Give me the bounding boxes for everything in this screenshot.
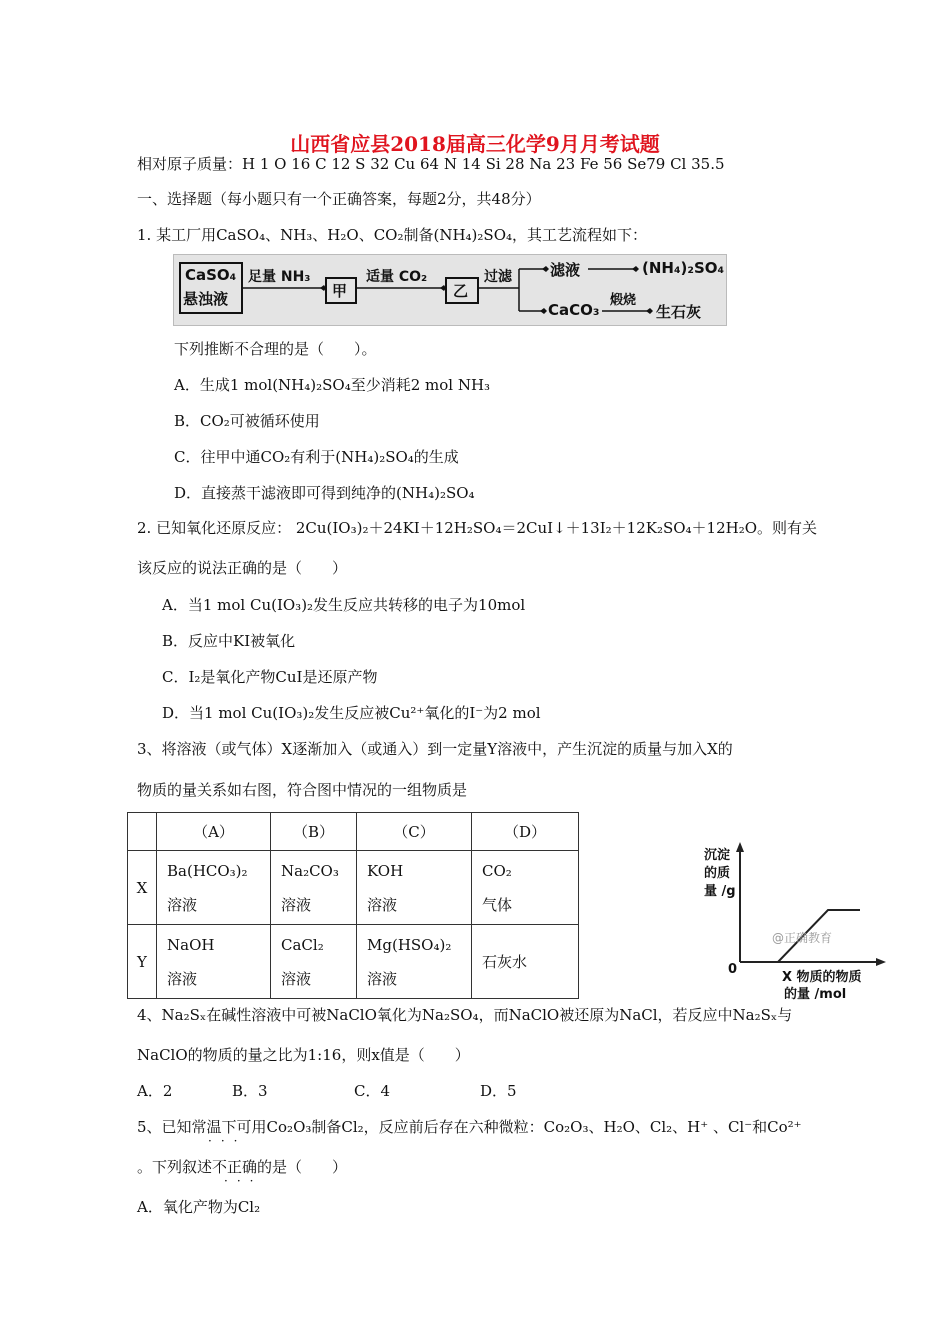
question-1-prompt: 下列推断不合理的是（ ）。 <box>174 340 377 358</box>
question-2-option-b: B．反应中KI被氧化 <box>162 632 296 650</box>
table-cell <box>271 925 357 999</box>
cell-state: 溶液 <box>281 895 312 914</box>
graph-xlabel-2: 的量 /mol <box>784 987 847 1002</box>
cell-formula: Mg(HSO₄)₂ <box>367 935 452 954</box>
question-1-option-d: D．直接蒸干滤液即可得到纯净的(NH₄)₂SO₄ <box>174 484 475 502</box>
table-corner-cell <box>128 813 157 851</box>
table-cell <box>472 851 579 925</box>
table-cell <box>271 851 357 925</box>
table-cell <box>157 925 271 999</box>
cell-state: 溶液 <box>281 969 312 988</box>
question-2-stem-line-1: 2. 已知氧化还原反应： 2Cu(IO₃)₂＋24KI＋12H₂SO₄＝2CuI↓＋13I₂＋12K₂SO₄＋12H₂O。则有关 <box>137 519 818 537</box>
flow-start-formula: CaSO₄ <box>185 266 237 284</box>
emphasis-dots: ··· <box>208 1134 247 1148</box>
flow-box-yi: 乙 <box>453 282 469 300</box>
question-4-option-d: D．5 <box>480 1082 517 1100</box>
table-header-c: （C） <box>357 813 472 851</box>
cell-state: 溶液 <box>367 969 398 988</box>
flow-box-jia: 甲 <box>332 282 348 300</box>
atomic-mass-line: 相对原子质量：H 1 O 16 C 12 S 32 Cu 64 N 14 Si 28 Na 23 Fe 56 Se79 Cl 35.5 <box>137 155 725 173</box>
table-cell <box>472 925 579 999</box>
question-3-stem-line-2: 物质的量关系如右图，符合图中情况的一组物质是 <box>137 781 468 799</box>
question-4-stem-line-1: 4、Na₂Sₓ在碱性溶液中可被NaClO氧化为Na₂SO₄，而NaClO被还原为NaCl，若反应中Na₂Sₓ与 <box>137 1006 793 1024</box>
cell-formula: CaCl₂ <box>281 935 324 954</box>
question-4-option-c: C．4 <box>354 1082 391 1100</box>
row-label-y: Y <box>128 925 157 999</box>
cell-state: 气体 <box>482 895 513 914</box>
question-3-table <box>127 812 579 999</box>
question-2-option-a: A．当1 mol Cu(IO₃)₂发生反应共转移的电子为10mol <box>162 596 526 614</box>
graph-ylabel-1: 沉淀 <box>704 848 731 863</box>
cell-formula: KOH <box>367 861 404 880</box>
question-2-stem-line-2: 该反应的说法正确的是（ ） <box>137 559 348 577</box>
question-1-stem: 1. 某工厂用CaSO₄、NH₃、H₂O、CO₂制备(NH₄)₂SO₄，其工艺流程如下： <box>137 226 648 244</box>
table-cell <box>357 925 472 999</box>
table-header-a: （A） <box>157 813 271 851</box>
cell-formula: CO₂ <box>482 861 512 880</box>
precipitate-graph <box>700 840 890 1000</box>
question-4-option-b: B．3 <box>232 1082 268 1100</box>
question-5-option-a: A．氧化产物为Cl₂ <box>137 1198 261 1216</box>
flow-product-2: 生石灰 <box>656 303 702 321</box>
question-1-option-c: C．往甲中通CO₂有利于(NH₄)₂SO₄的生成 <box>174 448 459 466</box>
graph-ylabel-2: 的质 <box>704 866 731 881</box>
question-1-option-b: B．CO₂可被循环使用 <box>174 412 320 430</box>
cell-formula: Na₂CO₃ <box>281 861 339 880</box>
flow-step-3-label: 过滤 <box>484 269 512 285</box>
process-flow-diagram <box>173 254 727 326</box>
question-3-stem-line-1: 3、将溶液（或气体）X逐渐加入（或通入）到一定量Y溶液中，产生沉淀的质量与加入X的 <box>137 740 733 758</box>
graph-origin: 0 <box>728 962 738 977</box>
cell-formula: 石灰水 <box>482 952 528 971</box>
table-header-d: （D） <box>472 813 579 851</box>
table-row-y <box>128 925 579 999</box>
table-header-b: （B） <box>271 813 357 851</box>
flow-step-2-label: 适量 CO₂ <box>366 269 428 285</box>
cell-state: 溶液 <box>167 969 198 988</box>
row-label-x: X <box>128 851 157 925</box>
question-5-stem-line-1: 5、已知常温下可用Co₂O₃制备Cl₂，反应前后存在六种微粒：Co₂O₃、H₂O、Cl₂、H⁺ 、Cl⁻和Co²⁺ <box>137 1118 802 1136</box>
table-header-row <box>128 813 579 851</box>
question-1-option-a: A．生成1 mol(NH₄)₂SO₄至少消耗2 mol NH₃ <box>174 376 491 394</box>
graph-xlabel-1: X 物质的物质 <box>782 970 862 985</box>
flow-product-1: (NH₄)₂SO₄ <box>642 259 725 277</box>
question-5-stem-line-2: 。下列叙述不正确的是（ ） <box>137 1158 348 1176</box>
table-row-x <box>128 851 579 925</box>
emphasis-dots: ··· <box>224 1174 263 1188</box>
cell-state: 溶液 <box>167 895 198 914</box>
cell-formula: Ba(HCO₃)₂ <box>167 861 248 880</box>
flow-solid-label: CaCO₃ <box>548 301 600 319</box>
graph-ylabel-3: 量 /g <box>704 884 736 899</box>
cell-formula: NaOH <box>167 935 215 954</box>
question-2-option-d: D．当1 mol Cu(IO₃)₂发生反应被Cu²⁺氧化的I⁻为2 mol <box>162 704 541 722</box>
flow-step-1-label: 足量 NH₃ <box>248 269 311 285</box>
flow-start-label: 悬浊液 <box>183 290 229 308</box>
table-cell <box>157 851 271 925</box>
flow-filtrate-label: 滤液 <box>550 261 581 279</box>
question-4-option-a: A．2 <box>137 1082 173 1100</box>
cell-state: 溶液 <box>367 895 398 914</box>
question-2-option-c: C．I₂是氧化产物CuI是还原产物 <box>162 668 378 686</box>
page-title: 山西省应县2018届高三化学9月月考试题 <box>290 132 660 156</box>
table-cell <box>357 851 472 925</box>
question-4-stem-line-2: NaClO的物质的量之比为1:16，则x值是（ ） <box>137 1046 470 1064</box>
section-heading: 一、选择题（每小题只有一个正确答案，每题2分，共48分） <box>137 190 541 208</box>
graph-watermark: @正确教育 <box>772 931 833 945</box>
flow-calcine-label: 煅烧 <box>610 293 637 308</box>
